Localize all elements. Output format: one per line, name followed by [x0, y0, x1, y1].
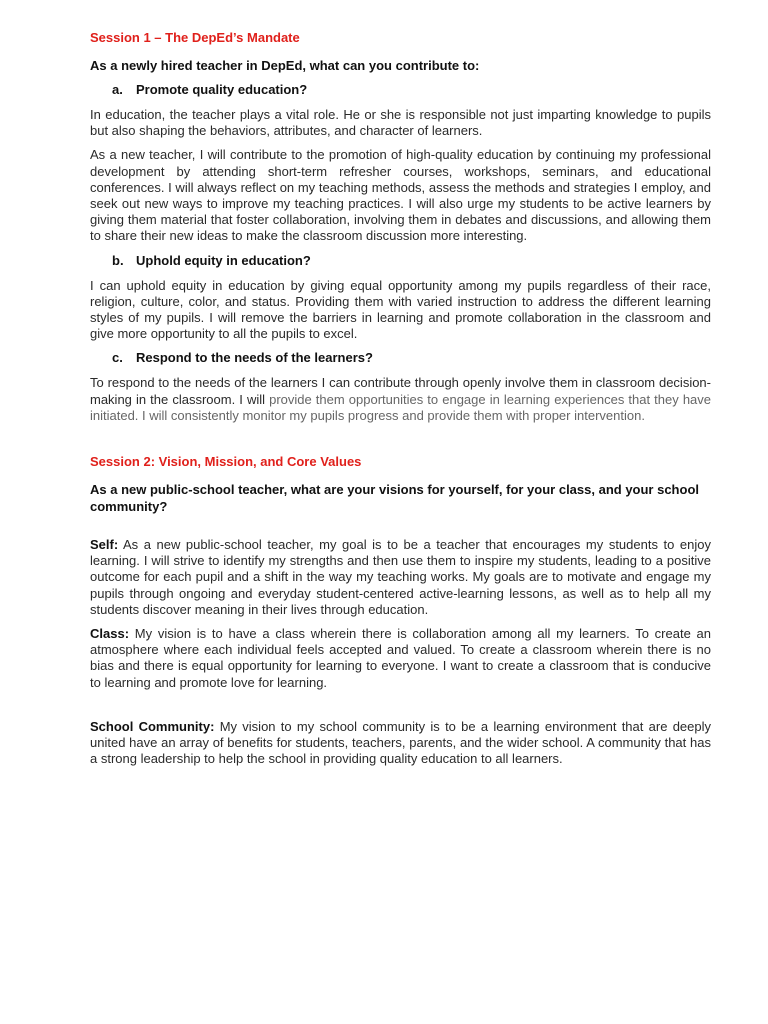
community-spacer	[90, 699, 711, 719]
answer-a-paragraph-1: In education, the teacher plays a vital role. He or she is responsible not just imparting knowledge to pupils but also shaping the behaviors, attributes, and character of learners.	[90, 107, 711, 139]
vision-class-lead: Class:	[90, 626, 130, 642]
vision-community-text: My vision to my school community is to be a learning environment that are deeply united have an array of benefits for students, teachers, parents, and the wider school. A community that has a strong leadership to help the school in providing quality education to all learners.	[90, 718, 711, 767]
answer-a-paragraph-2: As a new teacher, I will contribute to the promotion of high-quality education by continuing my professional development by attending short-term refresher courses, workshops, seminars, and educational conferences. I will always reflect on my teaching methods, assess the methods and strategies I employ, and seek out new ways to improve my teaching practices. I will also urge my students to be active learners by giving them material that foster collaboration, involving them in debates and discussions, and allowing them to share their new ideas to make the classroom discussion more interesting.	[90, 147, 711, 244]
answer-c-paragraph	[90, 375, 711, 424]
question-a-heading	[90, 82, 711, 98]
answer-c-text-muted: provide them opportunities to engage in learning experiences that they have initiated. I will consistently monitor my pupils progress and provide them with proper intervention.	[90, 391, 712, 423]
session1-title: Session 1 – The DepEd’s Mandate	[90, 30, 300, 45]
session2-question: As a new public-school teacher, what are your visions for yourself, for your class, and your school community?	[90, 482, 699, 515]
question-c-heading	[90, 350, 711, 366]
section-spacer	[90, 432, 711, 454]
vision-class-paragraph	[90, 626, 711, 691]
vision-self-lead: Self:	[90, 537, 119, 553]
question-b-heading	[90, 253, 711, 269]
question-spacer	[90, 523, 711, 537]
vision-self-paragraph	[90, 537, 711, 618]
vision-community-paragraph	[90, 719, 711, 768]
question-a-label: Promote quality education?	[136, 82, 308, 97]
answer-b-paragraph: I can uphold equity in education by giving equal opportunity among my pupils regardless of their race, religion, culture, color, and status. Providing them with varied instruction to address the different learning styles of my pupils. I will remove the barriers in learning and promote collaboration in the classroom and give more opportunity to all the pupils to excel.	[90, 277, 711, 342]
session2-title: Session 2: Vision, Mission, and Core Values	[90, 454, 362, 470]
question-a-marker: a.	[112, 82, 123, 97]
vision-community-lead: School Community:	[90, 718, 215, 734]
vision-class-text: My vision is to have a class wherein there is collaboration among all my learners. To create an atmosphere where each individual feels accepted and valued. To create a classroom wherein there is no bias and there is equal opportunity for learning to everyone. I want to create a classroom that is conducive to learning and promote love for learning.	[90, 626, 711, 690]
question-c-marker: c.	[112, 350, 123, 366]
vision-self-text: As a new public-school teacher, my goal is to be a teacher that encourages my students to enjoy learning. I will strive to identify my strengths and then use them to inspire my students, leading to a positive outcome for each pupil and a shift in the way my teaching works. My goals are to motivate and engage my pupils through ongoing and everyday student-centered active-learning lessons, as well as to help all my students discover meaning in their lives through education.	[90, 537, 711, 617]
question-b-label: Uphold equity in education?	[136, 252, 311, 268]
question-b-marker: b.	[112, 252, 124, 268]
session1-question: As a newly hired teacher in DepEd, what can you contribute to:	[90, 58, 480, 73]
question-c-label: Respond to the needs of the learners?	[136, 350, 373, 366]
answer-c-text-dark: To respond to the needs of the learners I can contribute through openly involve them in classroom decision-making in the classroom. I will	[90, 375, 711, 407]
